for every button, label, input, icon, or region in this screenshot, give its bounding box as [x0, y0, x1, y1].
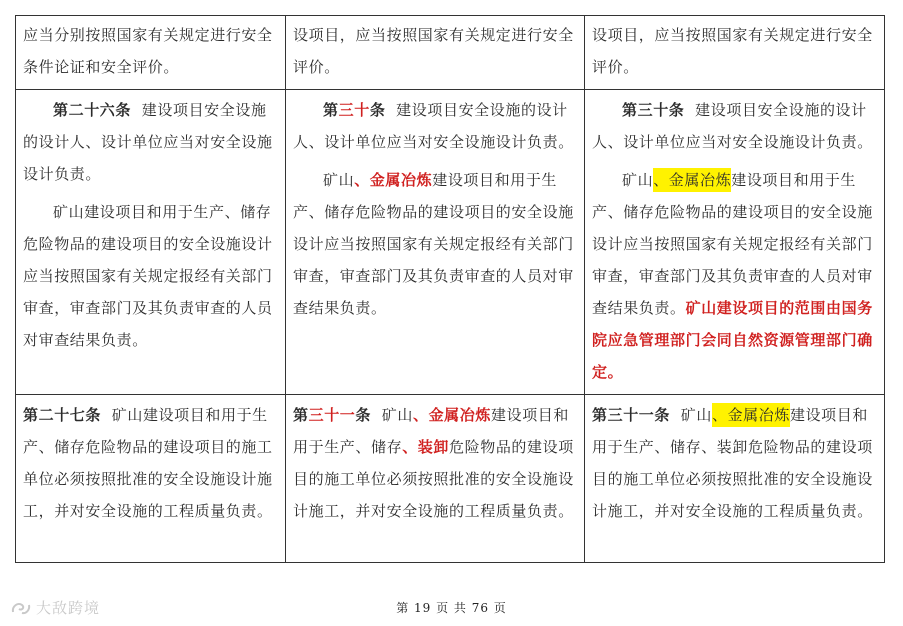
article-text: 建设项目安全设施的设计人、设计单位应当对安全设施设计负责。 — [592, 101, 873, 151]
comparison-table — [15, 15, 885, 563]
table-row — [16, 395, 885, 563]
cell-old-law — [16, 90, 286, 395]
table-row — [16, 90, 885, 395]
highlighted-text: 、金属冶炼 — [653, 168, 731, 192]
text-run: 危险物品的建设项目的施工单位必须按照批准的安全设施设计施工，并对安全设施的工程质量负责。 — [293, 438, 574, 520]
article-number: 第二十七条 — [23, 406, 102, 424]
cell-new-law — [585, 90, 885, 395]
cell-draft-law — [286, 90, 585, 395]
text-run: 建设项目和用于生产、储存 — [293, 406, 570, 456]
cell-old-law — [16, 16, 286, 90]
paragraph — [592, 399, 877, 527]
article-number-changed: 三十 — [338, 101, 370, 119]
cell-old-law — [16, 395, 286, 563]
text-run: 建设项目和用于生产、储存危险物品的建设项目的安全设施设计应当按照国家有关规定报经有关部门审查，审查部门及其负责审查的人员对审查结果负责。 — [293, 171, 574, 317]
article-number-changed: 三十一 — [308, 406, 356, 424]
article-number: 第三十一条 — [592, 406, 671, 424]
paragraph — [592, 164, 877, 388]
inserted-text: 、金属冶炼 — [412, 406, 491, 424]
cell-draft-law — [286, 395, 585, 563]
paragraph: 应当分别按照国家有关规定进行安全条件论证和安全评价。 — [23, 26, 273, 76]
watermark-text: 大敌跨境 — [36, 599, 101, 617]
article-text: 矿山建设项目和用于生产、储存危险物品的建设项目的施工单位必须按照批准的安全设施设计施工，并对安全设施的工程质量负责。 — [23, 406, 273, 520]
highlighted-text: 、金属冶炼 — [712, 403, 790, 427]
inserted-text: 、装卸 — [402, 438, 450, 456]
text-run: 矿山 — [680, 406, 712, 424]
text-run: 矿山 — [622, 171, 654, 189]
article-number-suffix: 条 — [369, 101, 386, 119]
paragraph — [293, 94, 577, 158]
paragraph — [23, 94, 278, 190]
added-text: 矿山建设项目的范围由国务院应急管理部门会同自然资源管理部门确定。 — [592, 299, 873, 381]
paragraph: 设项目，应当按照国家有关规定进行安全评价。 — [592, 26, 873, 76]
cell-new-law — [585, 16, 885, 90]
text-run: 矿山 — [323, 171, 355, 189]
page-number: 第 19 页 共 76 页 — [396, 601, 507, 615]
text-run: 建设项目和用于生产、储存危险物品的建设项目的安全设施设计应当按照国家有关规定报经有关部门审查，审查部门及其负责审查的人员对审查结果负责。 — [592, 171, 873, 317]
article-number-prefix: 第 — [323, 101, 339, 119]
article-number: 第三十条 — [622, 101, 685, 119]
article-number: 第二十六条 — [53, 101, 132, 119]
text-run: 建设项目和用于生产、储存、装卸危险物品的建设项目的施工单位必须按照批准的安全设施设计施工，并对安全设施的工程质量负责。 — [592, 406, 873, 520]
paragraph: 设项目，应当按照国家有关规定进行安全评价。 — [293, 26, 574, 76]
text-run: 矿山 — [381, 406, 413, 424]
article-number-suffix: 条 — [355, 406, 372, 424]
paragraph — [592, 94, 877, 158]
paragraph — [293, 164, 577, 324]
article-number-prefix: 第 — [293, 406, 309, 424]
cell-draft-law — [286, 16, 585, 90]
article-text: 建设项目安全设施的设计人、设计单位应当对安全设施设计负责。 — [23, 101, 273, 183]
paragraph — [23, 399, 278, 527]
article-text: 建设项目安全设施的设计人、设计单位应当对安全设施设计负责。 — [293, 101, 574, 151]
paragraph — [293, 399, 577, 527]
inserted-text: 、金属冶炼 — [354, 171, 433, 189]
table-row — [16, 16, 885, 90]
paragraph: 矿山建设项目和用于生产、储存危险物品的建设项目的安全设施设计应当按照国家有关规定报经有关部门审查，审查部门及其负责审查的人员对审查结果负责。 — [23, 203, 273, 349]
cell-new-law — [585, 395, 885, 563]
